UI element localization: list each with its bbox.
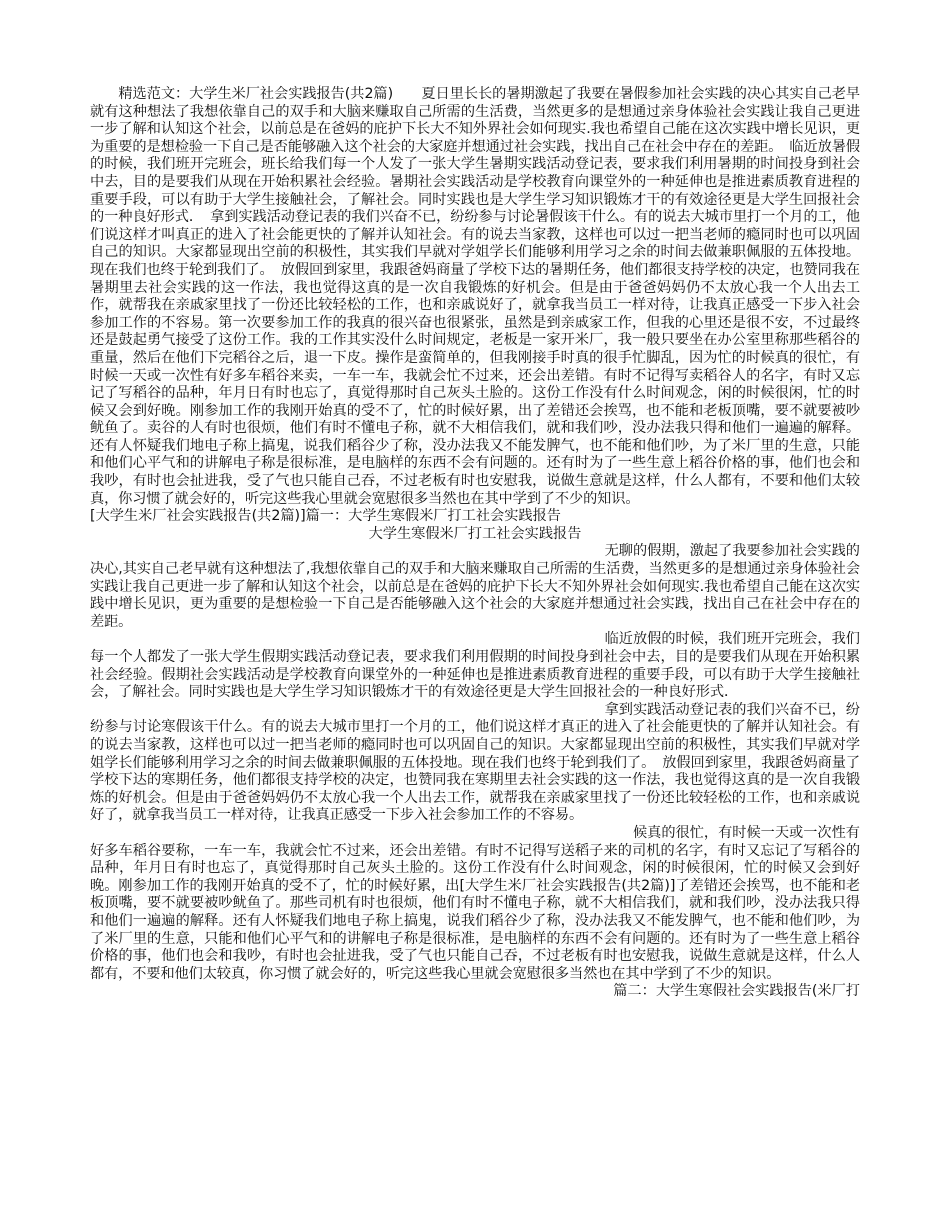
intro-title: 精选范文：大学生米厂社会实践报告(共2篇) [118,86,394,102]
part1-p3-body: 纷参与讨论寒假该干什么。有的说去大城市里打一个月的工，他们说这样才真正的进入了社会能更快的了解并认知社会。有的说去当家教，这样也可以过一把当老师的瘾同时也可以巩固自己的知识。大家都显现出空前的积极性，其实我们早就对学姐学长们能够利用学习之余的时间去做兼职佩服的五体投地。现在我们也终于轮到我们了。 放假回到家里，我跟爸妈商量了学校下达的寒期任务，他们都很支持学校的决定，也赞同我在寒期里去社会实践的这一作法，我也觉得这真的是一次自我锻炼的好机会。但是由于爸爸妈妈仍不太放心我一个人出去工作，就帮我在亲戚家里找了一份还比较轻松的工作，也和亲戚说好了，就拿我当员工一样对待，让我真正感受一下步入社会参加工作的不容易。 [90,719,860,824]
document-body [90,86,860,1001]
intro-paragraph [90,86,860,508]
part1-p4-lead: 候真的很忙，有时候一天或一次性有 [632,824,860,841]
part1-p1-lead: 无聊的假期，激起了我要参加社会实践的 [604,543,860,560]
part1-heading: [大学生米厂社会实践报告(共2篇)]篇一：大学生寒假米厂打工社会实践报告 [90,508,561,525]
part1-subtitle: 大学生寒假米厂打工社会实践报告 [368,525,582,542]
part1-p3-lead: 拿到实践活动登记表的我们兴奋不已，纷 [604,701,860,718]
part2-heading: 篇二：大学生寒假社会实践报告(米厂打 [613,983,860,1000]
part1-p2-lead: 临近放假的时候，我们班开完班会，我们 [604,631,860,648]
part1-p4-body: 好多车稻谷要称，一车一车，我就会忙不过来，还会出差错。有时不记得写送稻子来的司机的名字，有时又忘记了写稻谷的品种，年月日有时也忘了，真觉得那时自己灰头土脸的。这份工作没有什么时间观念，闲的时候很闲，忙的时候又会到好晚。刚参加工作的我刚开始真的受不了，忙的时候好累，出[大学生米厂社会实践报告(共2篇)]了差错还会挨骂，也不能和老板顶嘴，要不就要被吵鱿鱼了。那些司机有时也很烦，他们有时不懂电子称，就不大相信我们，就和我们吵，没办法我只得和他们一遍遍的解释。还有人怀疑我们地电子称上搞鬼，说我们稻谷少了称，没办法我又不能发脾气，也不能和他们吵，为了米厂里的生意，只能和他们心平气和的讲解电子称是很标准，是电脑样的东西不会有问题的。还有时为了一些生意上稻谷价格的事，他们也会和我吵，有时也会扯进我，受了气也只能自己吞，不过老板有时也安慰我，说做生意就是这样，什么人都有，不要和他们太较真，你习惯了就会好的，听完这些我心里就会宽慰很多当然也在其中学到了不少的知识。 [90,842,860,982]
part1-p2-body: 每一个人都发了一张大学生假期实践活动登记表，要求我们利用假期的时间投身到社会中去，目的是要我们从现在开始积累社会经验。假期社会实践活动是学校教育向课堂外的一种延伸也是推进素质教育进程的重要手段，可以有助于大学生接触社会，了解社会。同时实践也是大学生学习知识锻炼才干的有效途径更是大学生回报社会的一种良好形式． [90,649,860,701]
intro-body: 夏日里长长的暑期激起了我要在暑假参加社会实践的决心其实自己老早就有这种想法了我想依靠自己的双手和大脑来赚取自己所需的生活费，当然更多的是想通过亲身体验社会实践让我自己更进一步了解和认知这个社会，以前总是在爸妈的庇护下长大不知外界社会如何现实.我也希望自己能在这次实践中增长见识，更为重要的是想检验一下自己是否能够融入这个社会的大家庭并想通过社会实践，找出自己在社会中存在的差距。 临近放暑假的时候，我们班开完班会，班长给我们每一个人发了一张大学生暑期实践活动登记表，要求我们利用暑期的时间投身到社会中去，目的是要我们从现在开始积累社会经验。暑期社会实践活动是学校教育向课堂外的一种延伸也是推进素质教育进程的重要手段，可以有助于大学生接触社会，了解社会。同时实践也是大学生学习知识锻炼才干的有效途径更是大学生回报社会的一种良好形式． 拿到实践活动登记表的我们兴奋不已，纷纷参与讨论暑假该干什么。有的说去大城市里打一个月的工，他们说这样才叫真正的进入了社会能更快的了解并认知社会。有的说去当家教，这样也可以过一把当老师的瘾同时也可以巩固自己的知识。大家都显现出空前的积极性，其实我们早就对学姐学长们能够利用学习之余的时间去做兼职佩服的五体投地。现在我们也终于轮到我们了。 放假回到家里，我跟爸妈商量了学校下达的暑期任务，他们都很支持学校的决定，也赞同我在暑期里去社会实践的这一作法，我也觉得这真的是一次自我锻炼的好机会。但是由于爸爸妈妈仍不太放心我一个人出去工作，就帮我在亲戚家里找了一份还比较轻松的工作，也和亲戚说好了，就拿我当员工一样对待，让我真正感受一下步入社会参加工作的不容易。第一次要参加工作的我真的很兴奋也很紧张，虽然是到亲戚家工作，但我的心里还是很不安，不过最终还是鼓起勇气接受了这份工作。我的工作其实没什么时间规定，老板是一家开米厂，我一般只要坐在办公室里称那些稻谷的重量，然后在他们下完稻谷之后，退一下皮。操作是蛮简单的，但我刚接手时真的很手忙脚乱，因为忙的时候真的很忙，有时候一天或一次性有好多车稻谷来卖，一车一车，我就会忙不过来，还会出差错。有时不记得写卖稻谷人的名字，有时又忘记了写稻谷的品种，年月日有时也忘了，真觉得那时自己灰头土脸的。这份工作没有什么时间观念，闲的时候很闲，忙的时候又会到好晚。刚参加工作的我刚开始真的受不了，忙的时候好累，出了差错还会挨骂，也不能和老板顶嘴，要不就要被吵鱿鱼了。卖谷的人有时也很烦，他们有时不懂电子称，就不大相信我们，就和我们吵，没办法我只得和他们一遍遍的解释。还有人怀疑我们地电子称上搞鬼，说我们稻谷少了称，没办法我又不能发脾气，也不能和他们吵，为了米厂里的生意，只能和他们心平气和的讲解电子称是很标准，是电脑样的东西不会有问题的。还有时为了一些生意上稻谷价格的事，他们也会和我吵，有时也会扯进我，受了气也只能自己吞，不过老板有时也安慰我，说做生意就是这样，什么人都有，不要和他们太较真，你习惯了就会好的，听完这些我心里就会宽慰很多当然也在其中学到了不少的知识。 [90,86,861,507]
part1-p1-body: 决心,其实自己老早就有这种想法了,我想依靠自己的双手和大脑来赚取自己所需的生活费，当然更多的是想通过亲身体验社会实践让我自己更进一步了解和认知这个社会，以前总是在爸妈的庇护下长大不知外界社会如何现实.我也希望自己能在这次实践中增长见识，更为重要的是想检验一下自己是否能够融入这个社会的大家庭并想通过社会实践，找出自己在社会中存在的差距。 [90,561,860,630]
